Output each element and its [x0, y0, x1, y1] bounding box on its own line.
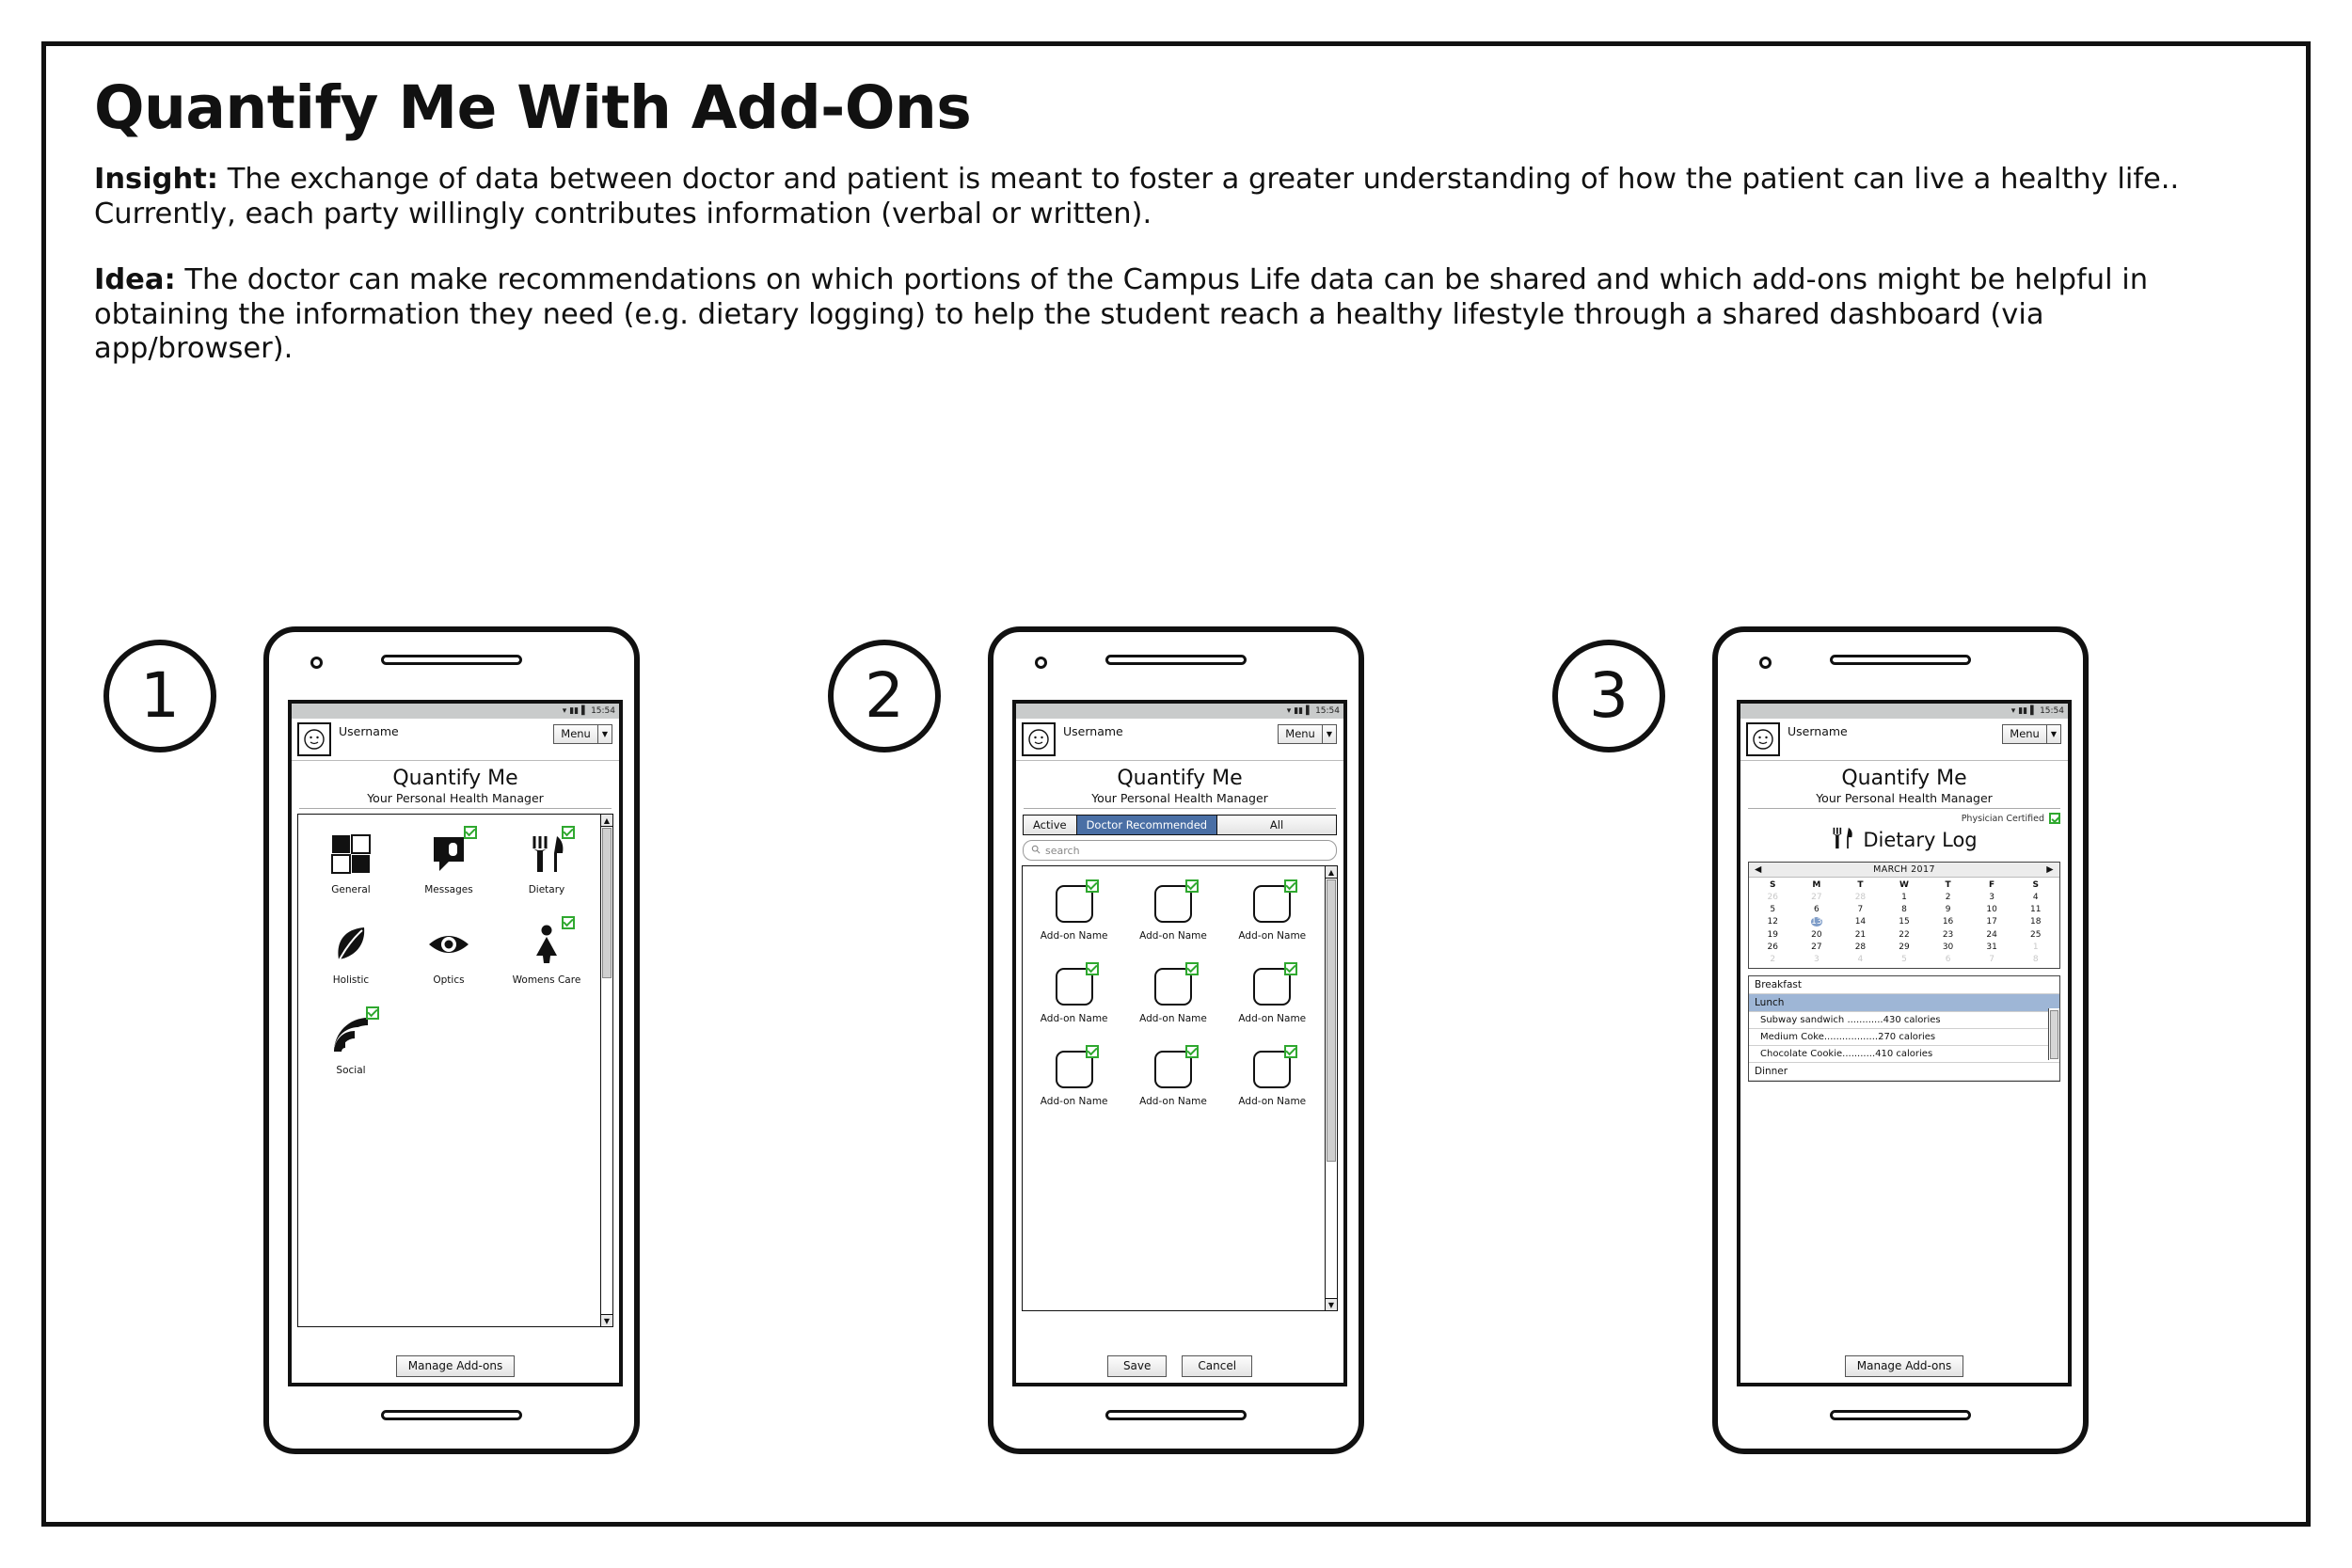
panel-3: [1543, 619, 2258, 1465]
phone-mockup-1: [263, 626, 640, 1454]
avatar: [1746, 722, 1780, 756]
status-bar: [292, 704, 619, 719]
category-optics[interactable]: [400, 914, 498, 1005]
addon-label: Add-on Name: [1238, 930, 1307, 942]
search-placeholder: search: [1045, 844, 1080, 857]
calendar-month-label: MARCH 2017: [1873, 864, 1935, 875]
meal-entry[interactable]: [1749, 1012, 2059, 1029]
calendar-day[interactable]: 11: [2029, 905, 2042, 914]
status-bar: [1016, 704, 1343, 719]
calendar-day[interactable]: 26: [1767, 893, 1778, 902]
addon-label: Add-on Name: [1139, 930, 1207, 942]
checked-icon[interactable]: [366, 1006, 379, 1020]
calendar-day[interactable]: 5: [1770, 905, 1776, 914]
meal-entry-dots: ..................: [1823, 1032, 1879, 1042]
checked-icon: [2049, 813, 2060, 824]
calendar-day[interactable]: 31: [1986, 942, 1997, 952]
meal-entry[interactable]: [1749, 1029, 2059, 1046]
physician-certified-row: [1740, 813, 2060, 824]
screen-1: [288, 700, 623, 1386]
calendar-day[interactable]: 7: [1989, 955, 1994, 964]
meal-scrollbar-thumb[interactable]: [2050, 1010, 2058, 1059]
footer-bar: [1016, 1355, 1343, 1377]
addon-item[interactable]: [1025, 960, 1123, 1043]
meal-entry-name: Chocolate Cookie: [1760, 1049, 1843, 1059]
addon-label: Add-on Name: [1238, 1096, 1307, 1107]
calendar-day[interactable]: 6: [1945, 955, 1951, 964]
category-social[interactable]: [302, 1005, 400, 1095]
eye-icon: [424, 920, 473, 969]
calendar-day[interactable]: 9: [1945, 905, 1951, 914]
step-number-2: 2: [828, 640, 941, 752]
category-label: Holistic: [332, 974, 370, 986]
insight-label: Insight:: [94, 163, 218, 196]
tab-doctor-recommended[interactable]: Doctor Recommended: [1077, 816, 1218, 834]
category-womens-care[interactable]: [498, 914, 596, 1005]
checked-icon[interactable]: [562, 826, 575, 839]
calendar-day[interactable]: 16: [1942, 917, 1954, 927]
meal-section-lunch[interactable]: Lunch: [1749, 994, 2059, 1012]
addon-label: Add-on Name: [1139, 1096, 1207, 1107]
search-icon: [1031, 845, 1041, 857]
idea-text: The doctor can make recommendations on which portions of the Campus Life data can be shared and which add-ons might be helpful in obtaining the information they need (e.g. dietary logging) to help the student reach a healthy lifestyle through a shared dashboard (via app/browser).: [94, 263, 2149, 366]
brand-subtitle: Your Personal Health Manager: [299, 791, 612, 809]
brand-subtitle: Your Personal Health Manager: [1024, 791, 1336, 809]
meal-section-dinner[interactable]: Dinner: [1749, 1063, 2059, 1081]
step-number-3: 3: [1552, 640, 1665, 752]
home-bar: [381, 1410, 522, 1420]
save-button[interactable]: Save: [1107, 1355, 1167, 1377]
meal-entry-calories: 410 calories: [1875, 1049, 1933, 1059]
category-dietary[interactable]: [498, 824, 596, 914]
calendar-header: [1749, 863, 2059, 878]
brand-title: Quantify Me: [1841, 767, 1967, 790]
filter-tabs: [1023, 815, 1337, 835]
dow-label: M: [1812, 880, 1821, 890]
status-time: 15:54: [2040, 705, 2064, 716]
calendar-day[interactable]: 19: [1767, 930, 1778, 940]
addon-label: Add-on Name: [1040, 930, 1108, 942]
calendar-day[interactable]: 4: [2032, 893, 2039, 902]
checked-icon[interactable]: [1185, 962, 1199, 975]
checked-icon[interactable]: [1284, 962, 1297, 975]
calendar-day[interactable]: 8: [2032, 955, 2039, 964]
meal-entry-calories: 430 calories: [1883, 1015, 1941, 1025]
calendar-day[interactable]: 12: [1767, 917, 1778, 927]
category-label: Optics: [433, 974, 465, 986]
avatar: [297, 722, 331, 756]
meal-list: [1748, 975, 2060, 1082]
checked-icon[interactable]: [1185, 879, 1199, 893]
insight-paragraph: [94, 163, 2249, 231]
wifi-icon: ▾: [562, 705, 567, 716]
wifi-icon: ▾: [1286, 705, 1292, 716]
calendar-day[interactable]: 26: [1767, 942, 1778, 952]
category-label: General: [331, 884, 371, 895]
addon-grid: [1023, 866, 1324, 1310]
meal-scrollbar[interactable]: [2048, 1008, 2059, 1060]
footer-bar: [1740, 1355, 2068, 1377]
calendar-day[interactable]: 2: [1945, 893, 1951, 902]
meal-entry-name: Subway sandwich: [1760, 1015, 1845, 1025]
meal-entry-name: Medium Coke: [1760, 1032, 1824, 1042]
brand-block: [1740, 761, 2068, 809]
manage-addons-button[interactable]: Manage Add-ons: [1845, 1355, 1963, 1377]
home-bar: [1105, 1410, 1247, 1420]
brand-subtitle: Your Personal Health Manager: [1748, 791, 2060, 809]
calendar-day[interactable]: 4: [1857, 955, 1864, 964]
footer-bar: [292, 1355, 619, 1377]
addon-item[interactable]: [1223, 878, 1322, 960]
brand-block: [292, 761, 619, 809]
addon-item[interactable]: [1025, 1043, 1123, 1126]
checked-icon[interactable]: [464, 826, 477, 839]
calendar-day[interactable]: 7: [1857, 905, 1864, 914]
calendar-day[interactable]: 20: [1811, 930, 1822, 940]
addon-item[interactable]: [1123, 960, 1222, 1043]
checked-icon[interactable]: [1185, 1045, 1199, 1058]
app-bar: [1016, 719, 1343, 761]
calendar-day[interactable]: 10: [1986, 905, 1997, 914]
tab-all[interactable]: All: [1217, 816, 1336, 834]
chevron-down-icon: ▼: [597, 725, 612, 743]
calendar-day[interactable]: 22: [1899, 930, 1910, 940]
checked-icon[interactable]: [1086, 879, 1099, 893]
calendar-day[interactable]: 30: [1942, 942, 1954, 952]
meal-entry-dots: ............: [1844, 1015, 1883, 1025]
addon-label: Add-on Name: [1238, 1013, 1307, 1024]
scrollbar-thumb[interactable]: [1327, 879, 1336, 1162]
brand-title: Quantify Me: [1117, 767, 1243, 790]
status-bar: [1740, 704, 2068, 719]
menu-button[interactable]: [553, 724, 612, 744]
speaker-grill: [1105, 655, 1247, 665]
calendar-day[interactable]: 25: [2029, 930, 2042, 940]
scroll-up-icon[interactable]: ▲: [601, 815, 612, 827]
username-label: Username: [339, 724, 399, 738]
calendar-day[interactable]: 3: [1989, 893, 1994, 902]
checked-icon[interactable]: [562, 916, 575, 929]
dietary-log-title: Dietary Log: [1863, 829, 1978, 851]
fork-knife-icon: [1831, 826, 1853, 854]
page-title: Quantify Me With Add-Ons: [94, 73, 972, 142]
category-grid: [298, 815, 599, 1326]
meal-section-breakfast[interactable]: Breakfast: [1749, 976, 2059, 994]
checked-icon[interactable]: [1086, 962, 1099, 975]
calendar-day[interactable]: 3: [1813, 955, 1820, 964]
manage-addons-button[interactable]: Manage Add-ons: [396, 1355, 515, 1377]
calendar-day[interactable]: 1: [2032, 942, 2039, 952]
dietary-log-header: [1740, 826, 2068, 854]
brand-block: [1016, 761, 1343, 809]
dow-label: W: [1899, 880, 1909, 890]
calendar-day[interactable]: 23: [1942, 930, 1954, 940]
category-label: Social: [336, 1065, 366, 1076]
phone-mockup-3: [1712, 626, 2089, 1454]
signal-icon: ▮▮: [569, 705, 580, 716]
tab-active[interactable]: Active: [1024, 816, 1077, 834]
addon-item[interactable]: [1223, 1043, 1322, 1126]
app-bar: [292, 719, 619, 761]
scrollbar-thumb[interactable]: [602, 828, 612, 978]
category-grid-container: [297, 814, 613, 1327]
dow-label: S: [2032, 880, 2039, 890]
status-time: 15:54: [591, 705, 615, 716]
calendar-day[interactable]: 24: [1986, 930, 1997, 940]
calendar-grid: [1749, 878, 2059, 968]
signal-icon: ▮▮: [1294, 705, 1304, 716]
cancel-button[interactable]: Cancel: [1182, 1355, 1252, 1377]
avatar: [1022, 722, 1056, 756]
chevron-down-icon: ▼: [1322, 725, 1336, 743]
battery-icon: ▌: [1306, 705, 1313, 716]
calendar-day-selected[interactable]: 13: [1811, 917, 1822, 927]
app-bar: [1740, 719, 2068, 761]
meal-entry-dots: ...........: [1842, 1049, 1876, 1059]
addon-label: Add-on Name: [1040, 1013, 1108, 1024]
home-bar: [1830, 1410, 1971, 1420]
dow-label: S: [1770, 880, 1776, 890]
calendar-day[interactable]: 17: [1986, 917, 1997, 927]
calendar-day[interactable]: 28: [1854, 893, 1867, 902]
meal-entry-calories: 270 calories: [1878, 1032, 1936, 1042]
wireframe-row: [94, 619, 2249, 1465]
panel-1: [94, 619, 809, 1465]
menu-button-label: Menu: [561, 727, 591, 740]
checked-icon[interactable]: [1284, 1045, 1297, 1058]
calendar-day[interactable]: 28: [1854, 942, 1867, 952]
camera-icon: [310, 657, 323, 669]
scrollbar[interactable]: [600, 815, 612, 1326]
panel-2: [818, 619, 1534, 1465]
calendar-day[interactable]: 8: [1901, 905, 1907, 914]
brand-title: Quantify Me: [392, 767, 518, 790]
calendar-day[interactable]: 29: [1899, 942, 1910, 952]
calendar-day[interactable]: 15: [1899, 917, 1910, 927]
calendar-day[interactable]: 1: [1901, 893, 1907, 902]
calendar-day[interactable]: 27: [1811, 942, 1822, 952]
search-input[interactable]: [1023, 840, 1337, 861]
calendar-day[interactable]: 14: [1854, 917, 1867, 927]
addon-item[interactable]: [1025, 878, 1123, 960]
checkerboard-icon: [326, 830, 375, 879]
phone-mockup-2: [988, 626, 1364, 1454]
category-general[interactable]: [302, 824, 400, 914]
next-month-icon[interactable]: ▶: [2046, 864, 2054, 875]
idea-paragraph: [94, 263, 2249, 367]
dow-label: T: [1945, 880, 1951, 890]
category-messages[interactable]: [400, 824, 498, 914]
screen-2: [1012, 700, 1347, 1386]
meal-entry[interactable]: [1749, 1046, 2059, 1063]
insight-text: The exchange of data between doctor and patient is meant to foster a greater understanding of how the patient can live a healthy life.. Currently, each party willingly contributes information (verbal or written).: [94, 163, 2180, 230]
category-label: Messages: [424, 884, 473, 895]
speaker-grill: [381, 655, 522, 665]
addon-item[interactable]: [1123, 1043, 1222, 1126]
prev-month-icon[interactable]: ◀: [1755, 864, 1762, 875]
checked-icon[interactable]: [1086, 1045, 1099, 1058]
category-holistic[interactable]: [302, 914, 400, 1005]
calendar-day[interactable]: 5: [1901, 955, 1907, 964]
menu-button-label: Menu: [2010, 727, 2040, 740]
camera-icon: [1035, 657, 1047, 669]
addon-item[interactable]: [1223, 960, 1322, 1043]
scroll-down-icon[interactable]: ▼: [1326, 1298, 1337, 1310]
calendar-day[interactable]: 18: [2029, 917, 2042, 927]
addon-label: Add-on Name: [1040, 1096, 1108, 1107]
dow-label: T: [1857, 880, 1864, 890]
calendar-day[interactable]: 6: [1813, 905, 1820, 914]
addon-label: Add-on Name: [1139, 1013, 1207, 1024]
poster-content: [94, 73, 2296, 1521]
username-label: Username: [1063, 724, 1123, 738]
wifi-icon: ▾: [2010, 705, 2016, 716]
menu-button[interactable]: [1278, 724, 1337, 744]
speaker-grill: [1830, 655, 1971, 665]
step-number-1: 1: [103, 640, 216, 752]
physician-certified-label: Physician Certified: [1961, 813, 2044, 824]
scroll-down-icon[interactable]: ▼: [601, 1314, 612, 1326]
status-time: 15:54: [1315, 705, 1340, 716]
battery-icon: ▌: [2030, 705, 2038, 716]
menu-button[interactable]: [2002, 724, 2061, 744]
signal-icon: ▮▮: [2018, 705, 2028, 716]
dow-label: F: [1989, 880, 1995, 890]
addon-grid-container: [1022, 865, 1338, 1311]
calendar-day[interactable]: 2: [1770, 955, 1776, 964]
leaf-icon: [326, 920, 375, 969]
scrollbar[interactable]: [1325, 866, 1337, 1310]
battery-icon: ▌: [581, 705, 589, 716]
screen-3: [1737, 700, 2072, 1386]
calendar-day[interactable]: 27: [1811, 893, 1822, 902]
category-label: Womens Care: [512, 974, 581, 986]
calendar-day[interactable]: 21: [1854, 930, 1867, 940]
scroll-up-icon[interactable]: ▲: [1326, 866, 1337, 879]
menu-button-label: Menu: [1285, 727, 1315, 740]
category-label: Dietary: [528, 884, 565, 895]
idea-label: Idea:: [94, 263, 176, 297]
addon-item[interactable]: [1123, 878, 1222, 960]
username-label: Username: [1788, 724, 1848, 738]
checked-icon[interactable]: [1284, 879, 1297, 893]
camera-icon: [1759, 657, 1772, 669]
calendar: [1748, 862, 2060, 969]
chevron-down-icon: ▼: [2046, 725, 2060, 743]
